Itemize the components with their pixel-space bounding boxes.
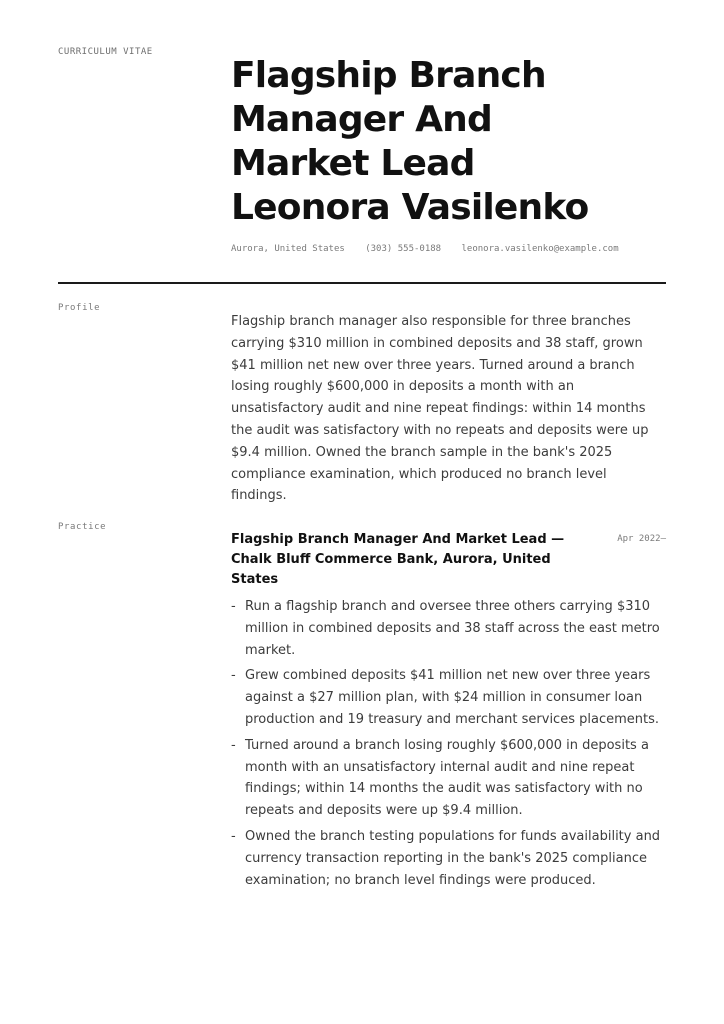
- document-eyebrow: CURRICULUM VITAE: [58, 47, 153, 57]
- bullet-text: Owned the branch testing populations for funds availability and currency transaction reporting in the bank's 2025 compliance examination; no branch level findings were produced.: [245, 828, 661, 888]
- job-title: Flagship Branch Manager And Market Lead — Chalk Bluff Commerce Bank, Aurora, United States: [231, 532, 565, 587]
- bullet-text: Turned around a branch losing roughly $600,000 in deposits a month with an unsatisfactory internal audit and nine repeat findings; within 14 months the audit was satisfactory with no repeats and deposits were up $9.4 million.: [245, 737, 649, 819]
- contact-email: leonora.vasilenko@example.com: [461, 244, 619, 254]
- job-bullet: [231, 735, 663, 822]
- profile-summary: Flagship branch manager also responsible for three branches carrying $310 million in combined deposits and 38 staff, grown $41 million net new over three years. Turned around a branch losing roughly $600,000 in deposits a month with an unsatisfactory audit and nine repeat findings: within 14 months the audit was satisfactory with no repeats and deposits were up $9.4 million. Owned the branch sample in the bank's 2025 compliance examination, which produced no branch level findings.: [231, 314, 649, 504]
- bullet-dash: -: [231, 668, 236, 684]
- job-bullet: [231, 665, 663, 730]
- contact-line: [231, 244, 634, 254]
- person-name: Leonora Vasilenko: [231, 187, 589, 228]
- job-entry-header: [231, 530, 666, 590]
- job-bullet: [231, 596, 663, 661]
- title-line: Flagship Branch: [231, 55, 546, 96]
- bullet-text: Run a flagship branch and oversee three others carrying $310 million in combined deposits and 38 staff across the east metro market.: [245, 599, 660, 658]
- name-title-block: [231, 54, 691, 230]
- bullet-text: Grew combined deposits $41 million net new over three years against a $27 million plan, with $24 million in consumer loan production and 19 treasury and merchant services placements.: [245, 668, 659, 727]
- profile-section-label: Profile: [58, 303, 101, 313]
- practice-section-label: Practice: [58, 522, 107, 532]
- bullet-dash: -: [231, 737, 236, 753]
- title-line: Market Lead: [231, 143, 475, 184]
- contact-location: Aurora, United States: [231, 244, 345, 254]
- title-line: Manager And: [231, 99, 492, 140]
- job-bullet-list: [231, 596, 663, 895]
- bullet-dash: -: [231, 828, 236, 844]
- job-bullet: [231, 826, 663, 891]
- job-date: Apr 2022–: [617, 534, 666, 544]
- bullet-dash: -: [231, 599, 236, 614]
- contact-phone: (303) 555-0188: [365, 244, 442, 254]
- header-divider: [58, 282, 666, 284]
